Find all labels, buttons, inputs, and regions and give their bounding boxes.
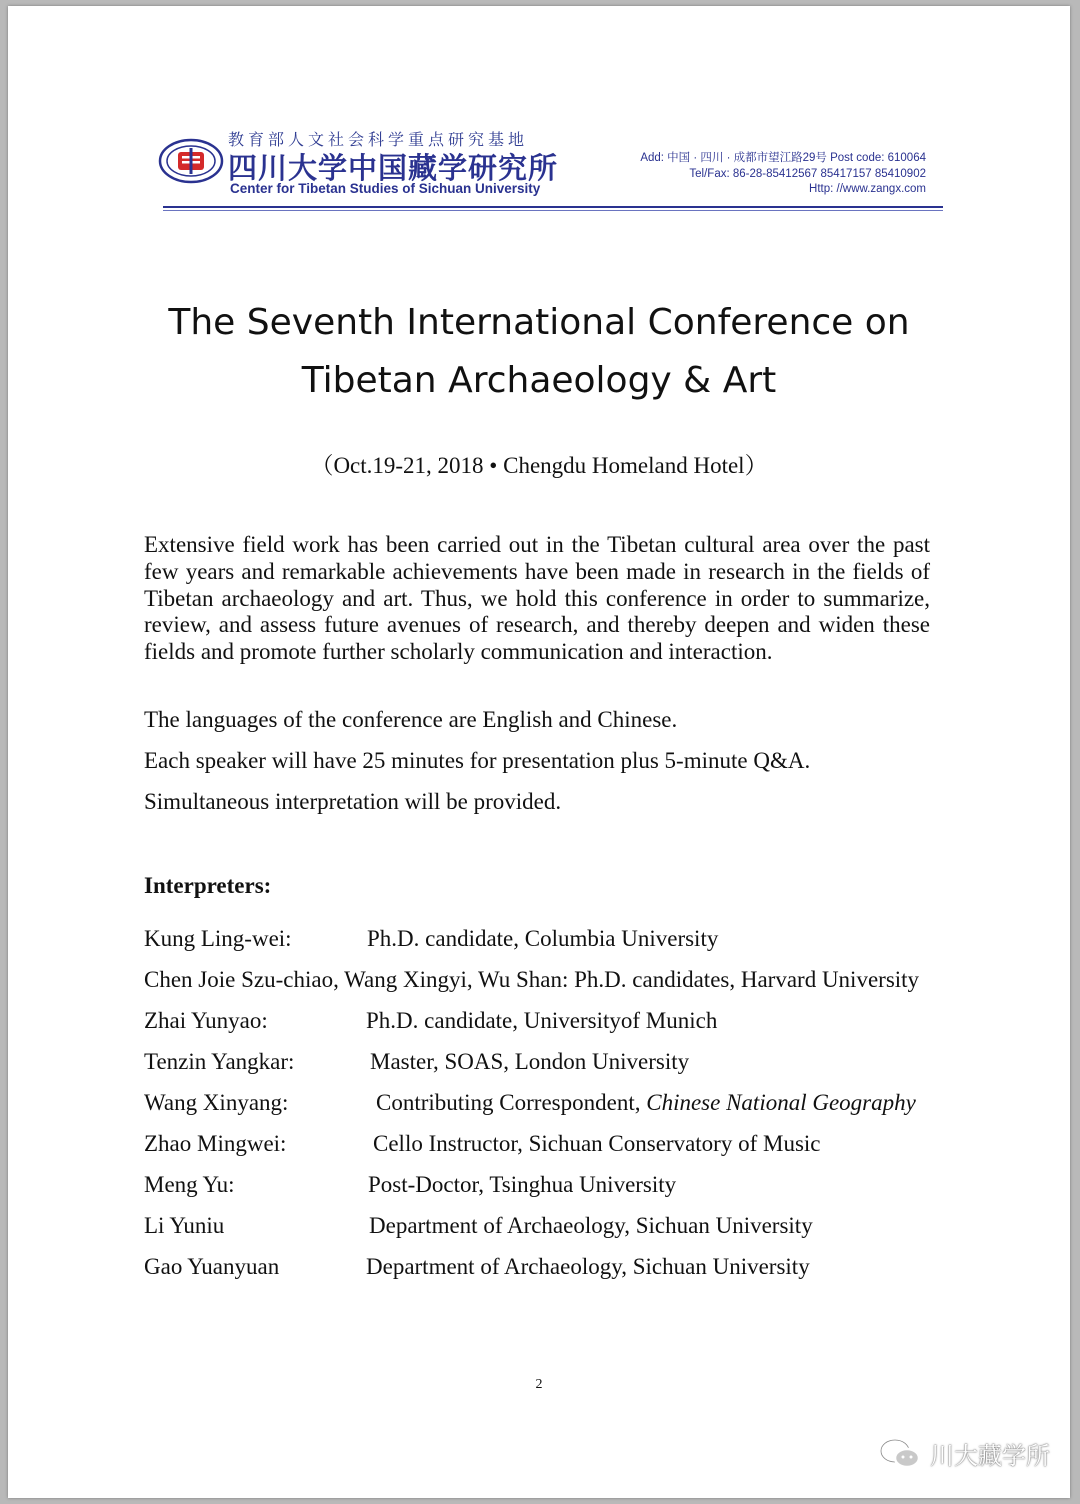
languages-paragraph: The languages of the conference are English and Chinese. [144,707,678,732]
interpreter-name: Gao Yuanyuan [144,1254,280,1279]
interpreter-role: Department of Archaeology, Sichuan University [366,1254,810,1279]
letterhead-address: Add: 中国 · 四川 · 成都市望江路29号 Post code: 610064 [640,152,926,164]
watermark [878,1436,1050,1471]
intro-paragraph: Extensive field work has been carried out in the Tibetan cultural area over the past few years and remarkable achievements have been made in research in the fields of Tibetan archaeology and art. Thus, we hold this conference in order to summarize, review, and assess future avenues of research, and thereby deepen and widen these fields and promote further scholarly communication and interaction. [144,532,930,665]
letterhead-website: Http: //www.zangx.com [809,183,926,195]
interpreter-role: Ph.D. candidates, Harvard University [574,967,920,992]
watermark-text: 川大藏学所 [930,1442,1050,1470]
interpretation-paragraph: Simultaneous interpretation will be provided. [144,789,562,814]
conference-date-venue: （Oct.19-21, 2018 • Chengdu Homeland Hotel） [310,453,768,478]
interpreter-row [144,1254,810,1280]
interpreter-name: Zhai Yunyao: [144,1008,268,1033]
interpreter-row [144,1131,821,1157]
interpreters-heading: Interpreters: [144,873,272,898]
interpreter-name: Wang Xinyang: [144,1090,289,1115]
letterhead-institute-name-cn: 四川大学中国藏学研究所 [228,151,559,185]
letterhead-base-name: 教育部人文社会科学重点研究基地 [228,130,529,149]
interpreter-row [144,1213,813,1239]
letterhead-phone: Tel/Fax: 86-28-85412567 85417157 85410902 [689,167,926,180]
timing-paragraph: Each speaker will have 25 minutes for presentation plus 5-minute Q&A. [144,748,811,773]
page-number: 2 [535,1377,543,1392]
interpreter-row [144,1172,677,1198]
interpreter-role [376,1090,916,1116]
letterhead-institute-name-en: Center for Tibetan Studies of Sichuan University [230,181,541,196]
interpreter-role: Post-Doctor, Tsinghua University [368,1172,677,1197]
letterhead-divider-thin [163,210,943,211]
interpreter-row [144,926,719,952]
document-title [8,294,1070,410]
interpreter-row [144,967,919,993]
interpreter-role: Cello Instructor, Sichuan Conservatory of Music [373,1131,821,1156]
interpreter-role: Master, SOAS, London University [370,1049,690,1074]
interpreter-row [144,1049,690,1075]
title-line-2: Tibetan Archaeology & Art [301,360,777,401]
interpreter-name: Chen Joie Szu-chiao, Wang Xingyi, Wu Shan: [144,967,569,992]
interpreter-name: Kung Ling-wei: [144,926,292,951]
interpreter-role: Department of Archaeology, Sichuan University [369,1213,813,1238]
interpreter-name: Tenzin Yangkar: [144,1049,295,1074]
interpreter-role-text: Contributing Correspondent, [376,1090,647,1115]
letterhead-divider [163,206,943,208]
interpreter-row [144,1008,718,1034]
publication-title: Chinese National Geography [646,1090,916,1115]
interpreter-name: Meng Yu: [144,1172,235,1197]
interpreter-name: Li Yuniu [144,1213,225,1238]
interpreter-role: Ph.D. candidate, Universityof Munich [366,1008,718,1033]
interpreter-role: Ph.D. candidate, Columbia University [367,926,719,951]
interpreter-name: Zhao Mingwei: [144,1131,287,1156]
letterhead-contact [640,151,926,198]
interpreter-row [144,1090,916,1116]
document-page [8,6,1070,1498]
title-line-1: The Seventh International Conference on [168,302,910,343]
university-emblem-icon [158,136,224,186]
wechat-icon [878,1437,922,1471]
